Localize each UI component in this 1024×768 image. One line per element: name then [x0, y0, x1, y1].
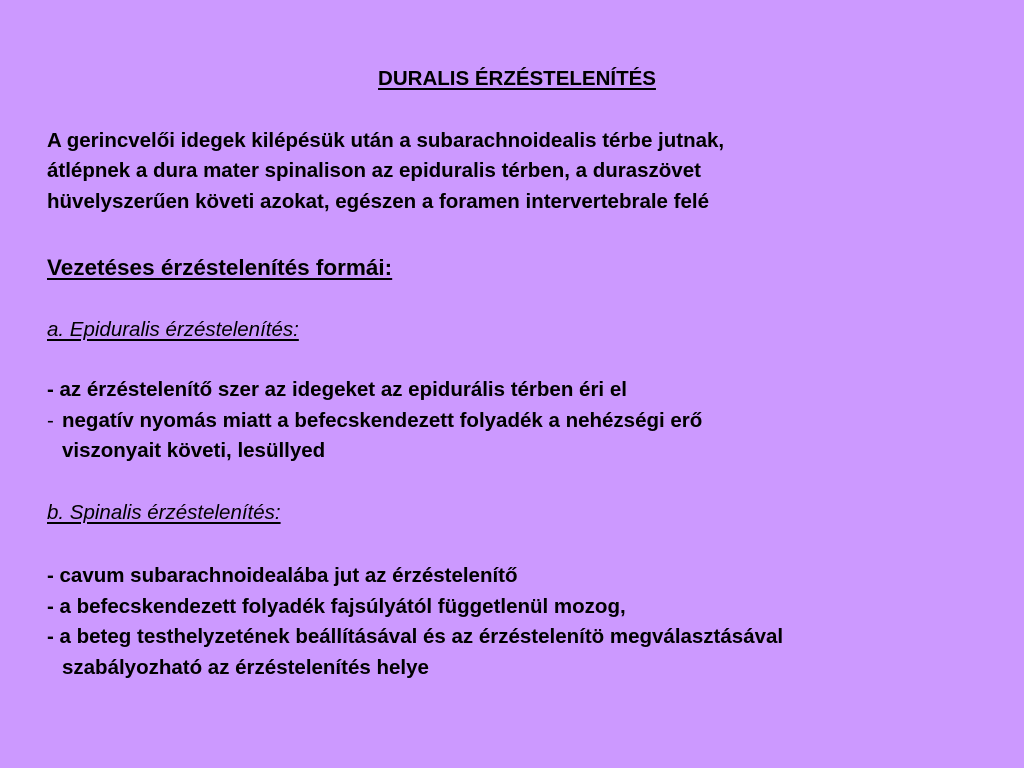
intro-line-2: átlépnek a dura mater spinalison az epiduralis térben, a duraszövet: [47, 159, 701, 182]
intro-line-3: hüvelyszerűen követi azokat, egészen a foramen intervertebrale felé: [47, 190, 709, 213]
spinal-bullet-3: - a beteg testhelyzetének beállításával és az érzéstelenítö megválasztásával: [47, 625, 784, 648]
spinal-bullet-2: - a befecskendezett folyadék fajsúlyától függetlenül mozog,: [47, 595, 626, 618]
spinal-bullet-3-continuation: szabályozható az érzéstelenítés helye: [62, 656, 429, 679]
epidural-bullet-2-continuation: viszonyait követi, lesüllyed: [62, 439, 326, 462]
epidural-bullet-2-text: negatív nyomás miatt a befecskendezett folyadék a nehézségi erő: [62, 409, 703, 432]
section-heading: Vezetéses érzéstelenítés formái:: [47, 255, 393, 280]
spinal-heading: b. Spinalis érzéstelenítés:: [47, 501, 281, 524]
spinal-bullet-1: - cavum subarachnoidealába jut az érzéstelenítő: [47, 564, 518, 587]
bullet-dash: -: [47, 409, 54, 432]
slide-title: DURALIS ÉRZÉSTELENÍTÉS: [378, 67, 656, 90]
epidural-bullet-2: [47, 408, 702, 434]
epidural-heading: a. Epiduralis érzéstelenítés:: [47, 318, 299, 341]
intro-line-1: A gerincvelői idegek kilépésük után a subarachnoidealis térbe jutnak,: [47, 129, 725, 152]
epidural-bullet-1: - az érzéstelenítő szer az idegeket az epidurális térben éri el: [47, 378, 627, 401]
